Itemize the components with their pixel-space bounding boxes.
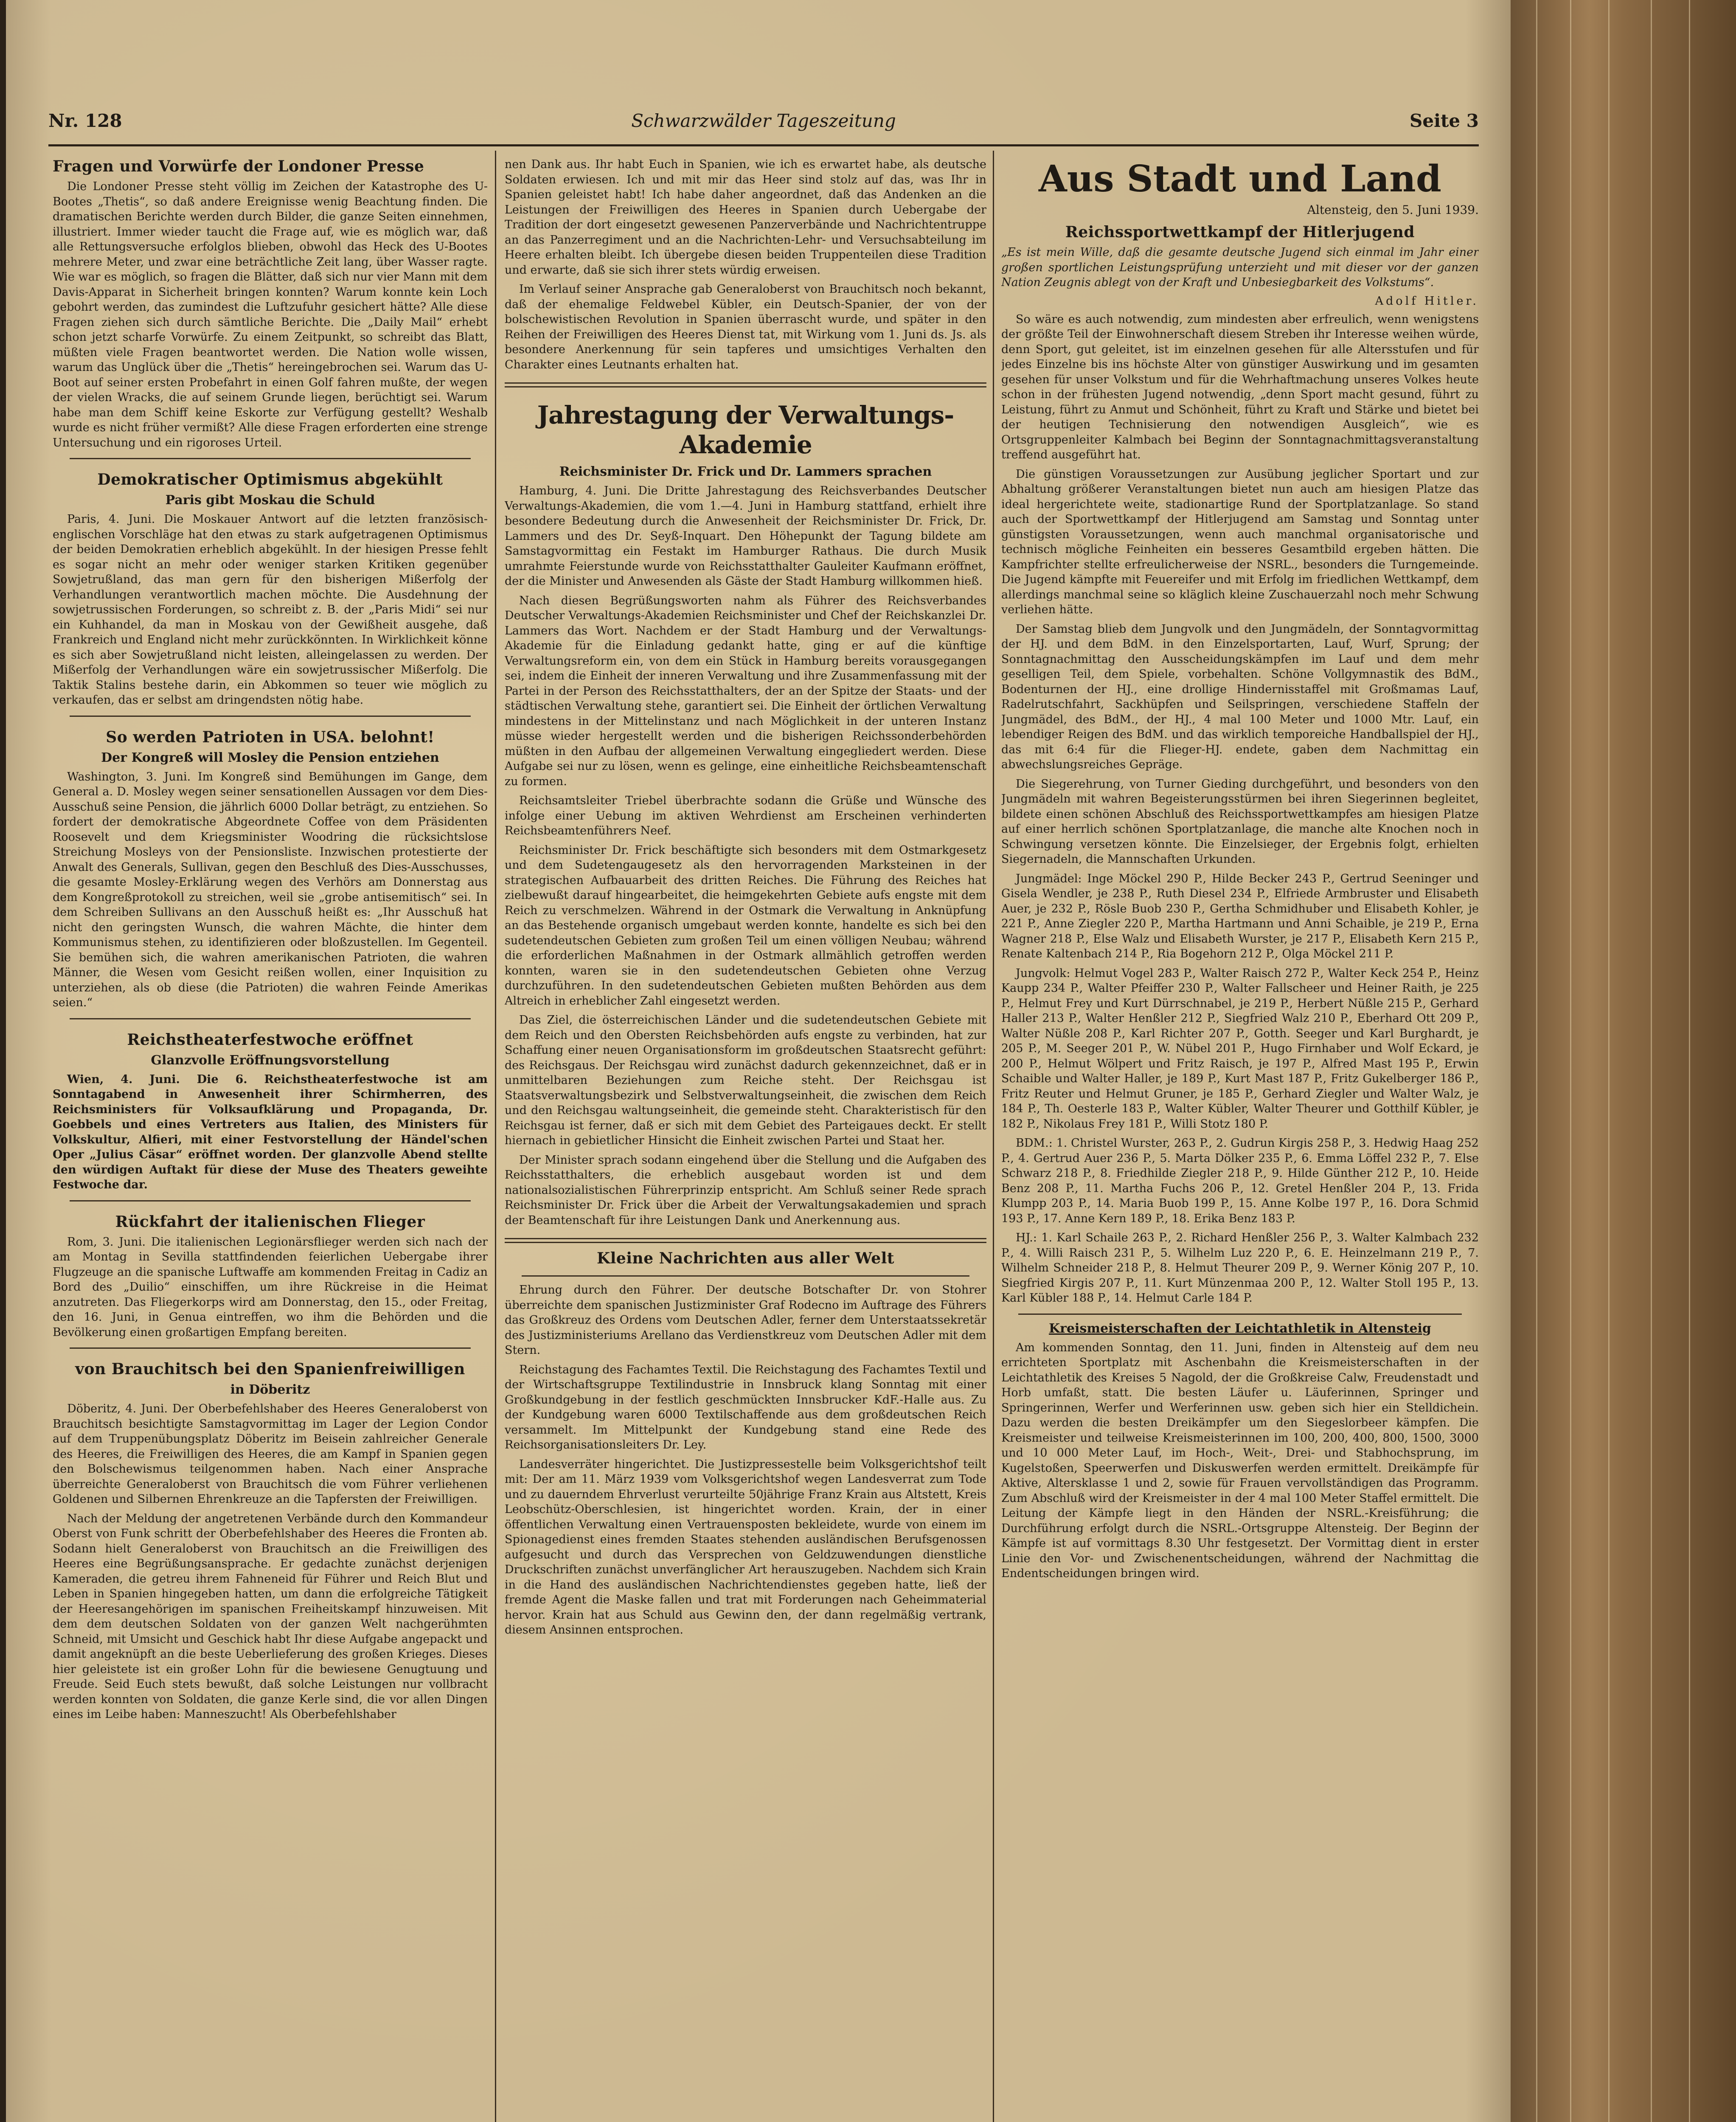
column-divider-1 <box>495 151 496 2122</box>
column-1 <box>53 157 488 2122</box>
book-binding-edge <box>1511 0 1736 2122</box>
column-divider-2 <box>993 151 994 2122</box>
section-title-local: Aus Stadt und Land <box>1039 157 1441 200</box>
article-text-academy: Hamburg, 4. Juni. Die Dritte Jahrestagung des Reichsverbandes Deutscher Verwaltungs-Akademien, die vom 1.—4. Juni in Hamburg stattfand, erhielt ihre besondere Bedeutung durch die Anwesenheit der Reichsminister Dr. Frick, Dr. Lammers und des Dr. Seyß-Inquart. Den Höhepunkt der Tagung bildete am Samstagvormittag ein Festakt im Hamburger Rathaus. Die durch Musik umrahmte Feierstunde wurde von Reichsstatthalter Gauleiter Kaufmann eröffnet, der die Minister und Anwesenden als Gäste der Stadt Hamburg willkommen hieß. <box>505 484 986 588</box>
page-edge-line <box>1570 0 1571 2122</box>
page-edge-line <box>1536 0 1537 2122</box>
header-rule <box>48 144 1479 146</box>
article-title-patriots: So werden Patrioten in USA. belohnt! <box>106 728 435 746</box>
article-text-academy-5: Das Ziel, die österreichischen Länder und die sudetendeutschen Gebiete mit dem Reich und den Obersten Reichsbehörden aufs engste zu verbinden, hat zur Schaffung einer neuen Organisationsform im großdeutschen Staatsrecht geführt: des Reichsgaus. Der Reichsgau wird zunächst dadurch gekennzeichnet, daß er in unmittelbaren Beziehungen zum Reiche steht. Der Reichsgau ist Staatsverwaltungsbezirk und Selbstverwaltungseinheit, die zwischen dem Reich und den Reichsgau waltungseinheit, die gemeinde steht. Charakteristisch für den Reichsgau ist ferner, daß er sich mit dem Gebiet des Parteigaues deckt. Er stellt hiernach in gebietlicher Hinsicht die Einheit zwischen Partei und Staat her. <box>505 1013 986 1147</box>
article-title-flyers: Rückfahrt der italienischen Flieger <box>115 1213 425 1231</box>
separator <box>70 1347 471 1349</box>
separator <box>70 458 471 459</box>
column-3 <box>1001 157 1479 2122</box>
quote-signature: Adolf Hitler. <box>1375 294 1479 308</box>
article-title-sport: Reichssportwettkampf der Hitlerjugend <box>1065 223 1415 241</box>
separator <box>1018 1314 1462 1315</box>
page-edge-line <box>1689 0 1690 2122</box>
issue-number: Nr. 128 <box>48 110 122 131</box>
newspaper-name: Schwarzwälder Tageszeitung <box>631 110 896 131</box>
article-title-theater: Reichstheaterfestwoche eröffnet <box>127 1030 413 1049</box>
separator <box>70 1018 471 1019</box>
news-item-textile: Reichstagung des Fachamtes Textil. Die Reichstagung des Fachamtes Textil und der Wirtschaftsgruppe Textilindustrie in Innsbruck klang Sonntag mit einer Großkundgebung in der festlich geschmückten Innsbrucker KdF.-Halle aus. Zu der Kundgebung waren 6000 Textilschaffende aus dem großdeutschen Reich versammelt. Im Mittelpunkt der Kundgebung stand eine Rede des Reichsorganisationsleiters Dr. Ley. <box>505 1363 986 1451</box>
article-text-flyers: Rom, 3. Juni. Die italienischen Legionärsflieger werden sich nach der am Montag in Sevilla stattfindenden feierlichen Uebergabe ihrer Flugzeuge an die spanische Luftwaffe am kommenden Freitag in Cadiz an Bord des „Duilio“ einschiffen, um ihre Rückreise in die Heimat anzutreten. Das Fliegerkorps wird am Donnerstag, den 15., oder Freitag, den 16. Juni, in Genua eintreffen, wo ihm die Behörden und die Bevölkerung einen großartigen Empfang bereiten. <box>53 1235 488 1339</box>
article-text-sport-4: Die Siegerehrung, von Turner Gieding durchgeführt, und besonders von den Jungmädeln mit wahren Begeisterungsstürmen bei ihren Siegerinnen begleitet, bildete einen schönen Abschluß des Reichssportwettkampfes am hiesigen Platze auf einer herrlich schönen Sportplatzanlage, die manche alte Knochen noch in Schwingung versetzen könnte. Die Einzelsieger, der Ergebnis folgt, erhielten Siegernadeln, die Mannschaften Urkunden. <box>1001 777 1479 866</box>
news-item-traitor: Landesverräter hingerichtet. Die Justizpressestelle beim Volksgerichtshof teilt mit: Der am 11. März 1939 vom Volksgerichtshof wegen Landesverrat zum Tode und zu dauerndem Ehrverlust verurteilte 50jährige Franz Krain aus Altstett, Kreis Leobschütz-Oberschlesien, ist hingerichtet worden. Krain, der in einer öffentlichen Verwaltung einen Vertrauensposten bekleidete, wurde von einem im Spionagedienst eines fremden Staates stehenden ausländischen Berufsgenossen aufgesucht und durch das Versprechen von Geldzuwendungen dienstliche Druckschriften zunächst unverfänglicher Art herauszugeben. Nachdem sich Krain in die Hand des ausländischen Nachrichtendienstes gegeben hatte, ließ der fremde Agent die Maske fallen und trat mit Forderungen nach Geheimmaterial hervor. Krain hat aus Schuld aus Gewinn den, der dann regelmäßig vertrank, diesem Ansinnen entsprochen. <box>505 1457 986 1636</box>
article-text-academy-6: Der Minister sprach sodann eingehend über die Stellung und die Aufgaben des Reichsstatthalters, die erheblich ausgebaut worden ist und dem nationalsozialistischen Führerprinzip entspricht. Am Schluß seiner Rede sprach Reichsminister Dr. Frick über die Arbeit der Verwaltungsakademien und sprach der Beamtenschaft für ihre Leistungen Dank und Anerkennung aus. <box>505 1153 986 1227</box>
article-subtitle-optimism: Paris gibt Moskau die Schuld <box>165 493 375 508</box>
article-title-london-press: Fragen und Vorwürfe der Londoner Presse <box>53 157 424 175</box>
page-header <box>48 106 1479 136</box>
article-text-london-press: Die Londoner Presse steht völlig im Zeichen der Katastrophe des U-Bootes „Thetis“, so daß andere Ereignisse wenig Beachtung finden. Die dramatischen Berichte werden durch Bilder, die ganze Seiten einnehmen, illustriert. Immer wieder taucht die Frage auf, wie es möglich war, daß alle Rettungsversuche erfolglos blieben, obwohl das Heck des U-Bootes mehrere Meter, und zwar eine beträchtliche Zeit lang, über Wasser ragte. Wie war es möglich, so fragen die Blätter, daß sich nur vier Mann mit dem Davis-Apparat in Sicherheit bringen konnten? Warum konnte kein Loch gebohrt werden, das zumindest die Luftzufuhr gesichert hätte? Alle diese Fragen ziehen sich durch sämtliche Berichte. Die „Daily Mail“ erhebt schon jetzt scharfe Vorwürfe. Zu einem Zeitpunkt, so schreibt das Blatt, müßten viele Fragen beantwortet werden. Die Nation wolle wissen, warum das Unglück über die „Thetis“ hereingebrochen sei. Warum das U-Boot auf seiner ersten Probefahrt in einen Golf fahren mußte, der wegen der vielen Wracks, die auf seinem Grunde liegen, berüchtigt sei. Warum habe man dem Schiff keine Eskorte zur Verfügung gestellt? Weshalb wurde es nicht früher vermißt? Alle diese Fragen erforderten eine strenge Untersuchung und ein rigoroses Urteil. <box>53 180 488 449</box>
article-text-sport-3: Der Samstag blieb dem Jungvolk und den Jungmädeln, der Sonntagvormittag der HJ. und dem BdM. in den Einzelsportarten, Lauf, Wurf, Sprung; der Sonntagnachmittag den Ausscheidungskämpfen im Lauf und dem mehr geselligen Teil, dem Spiele, vorbehalten. Schöne Vollgymnastik des BdM., Bodenturnen der HJ., eine drollige Hindernisstaffel mit Großmamas Lauf, Radelrutschfahrt, Sackhüpfen und Seilspringen, verschiedene Staffeln der Jungmädel, des BdM., der HJ., 4 mal 100 Meter und 1000 Mtr. Lauf, ein lebendiger Reigen des BdM. und das wirklich temporeiche Handballspiel der HJ., das mit 6:4 für die Flieger-HJ. endete, gaben dem Nachmittag ein abwechslungsreiches Gepräge. <box>1001 622 1479 771</box>
article-text-patriots: Washington, 3. Juni. Im Kongreß sind Bemühungen im Gange, dem General a. D. Mosley wegen seiner sensationellen Aussagen vor dem Dies-Ausschuß seine Pension, die jährlich 6000 Dollar beträgt, zu entziehen. So fordert der demokratische Abgeordnete Coffee von dem Präsidenten Roosevelt und dem Kriegsminister Woodring die rücksichtslose Streichung Mosleys von der Pensionsliste. Inzwischen protestierte der Anwalt des Generals, Sullivan, gegen den Beschluß des Dies-Ausschusses, die gesamte Mosley-Erklärung wegen des Verhörs am Donnerstag aus dem Kongreßprotokoll zu streichen, weil sie „grobe antisemitisch“ sei. In dem Schreiben Sullivans an den Ausschuß heißt es: „Ihr Ausschuß hat nicht den geringsten Wunsch, die wahren Mächte, die hinter dem Kommunismus stehen, zu identifizieren oder bloßzustellen. Im Gegenteil. Sie bemühen sich, die wahren amerikanischen Patrioten, die wahren Männer, die Wesen vom Gesicht reißen wollen, einer Inquisition zu unterziehen, als ob diese (die Patrioten) die wahren Feinde Amerikas seien.“ <box>53 770 488 1009</box>
article-text-optimism: Paris, 4. Juni. Die Moskauer Antwort auf die letzten französisch-englischen Vorschläge hat den etwas zu stark aufgetragenen Optimismus der beiden Demokratien erheblich abgekühlt. In der hiesigen Presse fehlt es sogar nicht an mehr oder weniger starken Kritiken gegenüber Sowjetrußland, das man gern für den bisherigen Mißerfolg der Verhandlungen verantwortlich machen möchte. Die Ausdehnung der sowjetrussischen Forderungen, so schreibt z. B. der „Paris Midi“ sei nur ein Kuhhandel, da man in Moskau von der Gewißheit ausgehe, daß Frankreich und England nicht mehr zurückkönnten. In Wirklichkeit könne es sich aber Sowjetrußland nicht leisten, alleingelassen zu werden. Der Mißerfolg der Verhandlungen wäre ein sowjetrussischer Mißerfolg. Die Taktik Stalins bestehe darin, ein Abkommen so teuer wie möglich zu verkaufen, das er selbst am dringendsten nötig habe. <box>53 513 488 707</box>
double-separator <box>505 382 986 387</box>
separator <box>70 1200 471 1201</box>
article-text-academy-3: Reichsamtsleiter Triebel überbrachte sodann die Grüße und Wünsche des infolge einer Uebung im aktiven Wehrdienst am Erscheinen verhinderten Reichsbeamtenführers Neef. <box>505 794 986 837</box>
article-subtitle-patriots: Der Kongreß will Mosley die Pension entziehen <box>101 750 439 765</box>
double-separator <box>505 1238 986 1243</box>
column-2 <box>505 157 986 2122</box>
article-text-brauchitsch: Döberitz, 4. Juni. Der Oberbefehlshaber des Heeres Generaloberst von Brauchitsch besichtigte Samstagvormittag im Lager der Legion Condor auf dem Truppenübungsplatz Döberitz im Beisein zahlreicher Generale des Heeres, die Freiwilligen des Heeres, die am Kampf in Spanien gegen den Bolschewismus teilgenommen haben. Nach einer Ansprache überreichte Generaloberst von Brauchitsch die vom Führer verliehenen Goldenen und Silbernen Ehrenkreuze an die Tapfersten der Freiwilligen. <box>53 1402 488 1506</box>
page-number: Seite 3 <box>1410 110 1479 131</box>
dateline: Altensteig, den 5. Juni 1939. <box>1307 203 1479 217</box>
article-subtitle-theater: Glanzvolle Eröffnungsvorstellung <box>151 1053 390 1068</box>
hitler-quote: „Es ist mein Wille, daß die gesamte deutsche Jugend sich einmal im Jahr einer großen sportlichen Leistungsprüfung unterzieht und mit dieser vor der ganzen Nation Zeugnis ablegt von der Kraft und Unbesiegbarkeit des Volkstums“. <box>1001 246 1479 289</box>
results-jungvolk: Jungvolk: Helmut Vogel 283 P., Walter Raisch 272 P., Walter Keck 254 P., Heinz Kaupp 234 P., Walter Pfeiffer 230 P., Walter Fallscheer und Heiner Raith, je 225 P., Helmut Frey und Kurt Dürrschnabel, je 219 P., Herbert Nüßle 215 P., Gerhard Haller 213 P., Walter Henßler 212 P., Siegfried Walz 210 P., Eberhard Ott 209 P., Walter Nüßle 208 P., Karl Richter 207 P., Gotth. Seeger und Karl Burghardt, je 205 P., M. Seeger 201 P., W. Nübel 201 P., Hugo Firnhaber und Wolf Eckard, je 200 P., Helmut Wölpert und Fritz Raisch, je 197 P., Alfred Mast 195 P., Erwin Schaible und Walter Haller, je 189 P., Kurt Mast 187 P., Fritz Gukelberger 186 P., Fritz Reuter und Helmut Gruner, je 185 P., Gerhard Ziegler und Walter Walz, je 184 P., Th. Oesterle 183 P., Walter Kübler, Walter Theurer und Gotthilf Kübler, je 182 P., Nikolaus Frey 181 P., Willi Stotz 180 P. <box>1001 966 1479 1131</box>
separator <box>522 1275 969 1277</box>
article-title-brauchitsch: von Brauchitsch bei den Spanienfreiwilligen <box>75 1360 465 1378</box>
article-title-optimism: Demokratischer Optimismus abgekühlt <box>97 471 443 488</box>
article-text-academy-4: Reichsminister Dr. Frick beschäftigte sich besonders mit dem Ostmarkgesetz und dem Sudetengaugesetz als den hervorragenden Marksteinen in der strategischen Aufbauarbeit des dritten Reiches. Die Führung des Reiches hat zielbewußt darauf hingearbeitet, die heimgekehrten Gebiete aufs engste mit dem Reich zu verschmelzen. Während in der Ostmark die Verwaltung in Anknüpfung an das Bestehende organisch umgebaut werden konnte, handelte es sich bei den sudetendeutschen Gebieten zum großen Teil um einen völligen Neubau; während die erforderlichen Maßnahmen in der Ostmark allmählich getroffen werden konnten, waren sie in den sudetendeutschen Gebieten ohne Verzug durchzuführen. In den sudetendeutschen Gebieten mußten Behörden aus dem Altreich in erheblicher Zahl eingesetzt werden. <box>505 843 986 1008</box>
article-continuation: nen Dank aus. Ihr habt Euch in Spanien, wie ich es erwartet habe, als deutsche Soldaten erwiesen. Ich und mit mir das Heer sind stolz auf das, was Ihr in Spanien geleistet habt! Ich habe daher angeordnet, daß das Andenken an die Leistungen der Freiwilligen des Heeres in Spanien durch Uebergabe der Tradition der dort eingesetzt gewesenen Panzerverbände und Nachrichtentruppe an das Panzerregiment und an die Nachrichten-Lehr- und Versuchsabteilung im Heere erhalten bleibt. Ich übergebe diesen beiden Truppenteilen diese Tradition und erwarte, daß sie sich ihrer stets würdig erweisen. <box>505 158 986 277</box>
results-hj: HJ.: 1. Karl Schaile 263 P., 2. Richard Henßler 256 P., 3. Walter Kalmbach 232 P., 4. Willi Raisch 231 P., 5. Wilhelm Luz 220 P., 6. E. Heinzelmann 219 P., 7. Wilhelm Schneider 218 P., 8. Helmut Theurer 209 P., 9. Werner König 207 P., 10. Siegfried Kirgis 207 P., 11. Kurt Münzenmaa 200 P., 12. Walter Stoll 195 P., 13. Karl Kübler 188 P., 14. Helmut Carle 184 P. <box>1001 1231 1479 1305</box>
article-title-news: Kleine Nachrichten aus aller Welt <box>596 1249 895 1267</box>
article-subtitle-academy: Reichsminister Dr. Frick und Dr. Lammers sprachen <box>559 464 932 479</box>
newspaper-page <box>6 0 1511 2122</box>
article-text-theater: Wien, 4. Juni. Die 6. Reichstheaterfestwoche ist am Sonntagabend in Anwesenheit ihrer Schirmherren, des Reichsministers für Volksaufklärung und Propaganda, Dr. Goebbels und eines Vertreters aus Italien, des Ministers für Volkskultur, Alfieri, mit einer Festvorstellung der Händel'schen Oper „Julius Cäsar“ eröffnet worden. Der glanzvolle Abend stellte den würdigen Auftakt für diese der Muse des Theaters geweihte Festwoche dar. <box>53 1072 488 1191</box>
article-text-athletics: Am kommenden Sonntag, den 11. Juni, finden in Altensteig auf dem neu errichteten Sportplatz mit Aschenbahn die Kreismeisterschaften in der Leichtathletik des Kreises 5 Nagold, der die Großkreise Calw, Freudenstadt und Horb umfaßt, statt. Die besten Läufer u. Läuferinnen, Springer und Springerinnen, Werfer und Werferinnen usw. geben sich hier ein Stelldichein. Dazu werden die besten Dreikämpfer um den Siegeslorbeer kämpfen. Die Kreismeister und teilweise Kreismeisterinnen im 100, 200, 400, 800, 1500, 3000 und 10 000 Meter Lauf, im Hoch-, Weit-, Drei- und Stabhochsprung, im Kugelstoßen, Speerwerfen und Diskuswerfen werden ermittelt. Dreikämpfe für Aktive, Altersklasse 1 und 2, sowie für Frauen vervollständigen das Programm. Zum Abschluß wird der Kreismeister in der 4 mal 100 Meter Staffel ermittelt. Die Leitung der Kämpfe liegt in den Händen der NSRL.-Kreisführung; die Durchführung erfolgt durch die NSRL.-Ortsgruppe Altensteig. Der Beginn der Kämpfe ist auf vormittags 8.30 Uhr festgesetzt. Der Vormittag dient in erster Linie den Vor- und Zwischenentscheidungen, während der Nachmittag die Endentscheidungen bringen wird. <box>1001 1341 1479 1580</box>
article-text-academy-2: Nach diesen Begrüßungsworten nahm als Führer des Reichsverbandes Deutscher Verwaltungs-Akademien Reichsminister und Chef der Reichskanzlei Dr. Lammers das Wort. Nachdem er der Stadt Hamburg und der Verwaltungs-Akademie für die Einladung gedankt hatte, ging er auf die künftige Verwaltungsreform ein, von dem ein Stück in Hamburg bereits vorausgegangen sei, indem die Einheit der inneren Verwaltung und ihre Zusammenfassung mit der Partei in der Person des Reichsstatthalters, der an der Spitze der Staats- und der städtischen Verwaltung stehe, garantiert sei. Die Einheit der örtlichen Verwaltung mindestens in der Mittelinstanz und nach Möglichkeit in der unteren Instanz müsse wieder hergestellt werden und die bisherigen Reichssonderbehörden müßten in den Aufbau der allgemeinen Verwaltung eingegliedert werden. Diese Aufgabe sei nur zu lösen, wenn es gelinge, eine einheitliche Reichsbeamtenschaft zu formen. <box>505 594 986 788</box>
article-continuation-2: Im Verlauf seiner Ansprache gab Generaloberst von Brauchitsch noch bekannt, daß der ehemalige Feldwebel Kübler, ein Deutsch-Spanier, der von der bolschewistischen Revolution in Spanien überrascht wurde, und später in den Reihen der Freiwilligen des Heeres Dienst tat, mit Wirkung vom 1. Juni ds. Js. als besondere Anerkennung für sein tapferes und umsichtiges Verhalten den Charakter eines Leutnants erhalten hat. <box>505 283 986 371</box>
article-text-sport-2: Die günstigen Voraussetzungen zur Ausübung jeglicher Sportart und zur Abhaltung größerer Veranstaltungen bietet nun auch am hiesigen Platze das ideal hergerichtete weite, stadionartige Rund der Sportplatzanlage. So stand auch der Sportwettkampf der Hitlerjugend am Samstag und Sonntag unter günstigsten Voraussetzungen, wenn auch manchmal organisatorische und technisch mögliche Feinheiten ein besseres Gesamtbild ergeben hätten. Die Kampfrichter stellte erfreulicherweise der NSRL., besonders die Turngemeinde. Die Jugend kämpfte mit Feuereifer und mit Erfolg im friedlichen Wettkampf, dem allerdings manchmal seine so kläglich kleine Zuschauerzahl noch mehr Schwung verliehen hätte. <box>1001 467 1479 616</box>
results-jungmaedel: Jungmädel: Inge Möckel 290 P., Hilde Becker 243 P., Gertrud Seeninger und Gisela Wendler, je 238 P., Ruth Diesel 234 P., Elfriede Armbruster und Elisabeth Auer, je 232 P., Rösle Buob 230 P., Gertha Schmidhuber und Elisabeth Kohler, je 221 P., Anne Ziegler 220 P., Martha Hartmann und Anni Schaible, je 219 P., Erna Wagner 218 P., Else Walz und Elisabeth Wurster, je 217 P., Elisabeth Kern 215 P., Renate Kaltenbach 214 P., Ria Bogehorn 212 P., Olga Möckel 211 P. <box>1001 872 1479 960</box>
separator <box>70 716 471 717</box>
article-text-brauchitsch-2: Nach der Meldung der angetretenen Verbände durch den Kommandeur Oberst von Funk schritt der Oberbefehlshaber des Heeres die Fronten ab. Sodann hielt Generaloberst von Brauchitsch an die Freiwilligen des Heeres eine Begrüßungsansprache. Er gedachte zunächst derjenigen Kameraden, die getreu ihrem Fahneneid für Führer und Reich Blut und Leben in Spanien hingegeben hatten, um dann die erfolgreiche Tätigkeit der Heeresangehörigen im spanischen Freiheitskampf hinzuweisen. Mit dem dem deutschen Soldaten von der ganzen Welt nachgerühmten Schneid, mit Umsicht und Geschick habt Ihr diese Aufgabe angepackt und damit angeknüpft an die beste Ueberlieferung des großen Krieges. Dieses hier geleistete ist ein großer Lohn für die bewiesene Genugtuung und Freude. Seid Euch stets bewußt, daß solche Leistungen nur vollbracht werden konnten von Soldaten, die ganze Kerle sind, die vor allen Dingen eines im Leibe haben: Manneszucht! Als Oberbefehlshaber <box>53 1512 488 1721</box>
page-edge-line <box>1651 0 1652 2122</box>
article-subtitle-brauchitsch: in Döberitz <box>230 1382 310 1397</box>
article-title-athletics: Kreismeisterschaften der Leichtathletik in Altensteig <box>1049 1321 1431 1336</box>
results-bdm: BDM.: 1. Christel Wurster, 263 P., 2. Gudrun Kirgis 258 P., 3. Hedwig Haag 252 P., 4. Gertrud Auer 236 P., 5. Marta Dölker 235 P., 6. Emma Löffel 232 P., 7. Else Schwarz 218 P., 8. Friedhilde Ziegler 218 P., 9. Hilde Günther 212 P., 10. Heide Benz 208 P., 11. Martha Fuchs 206 P., 12. Gretel Henßler 204 P., 13. Frida Klumpp 203 P., 14. Maria Buob 199 P., 15. Anne Kolbe 197 P., 16. Dora Schmid 193 P., 17. Anne Kern 189 P., 18. Erika Benz 183 P. <box>1001 1137 1479 1225</box>
article-title-academy: Jahrestagung der Verwaltungs-Akademie <box>537 401 954 459</box>
page-edge-line <box>1608 0 1610 2122</box>
article-text-sport: So wäre es auch notwendig, zum mindesten aber erfreulich, wenn wenigstens der größte Teil der Einwohnerschaft diesem Streben ihr Interesse weihen würde, denn Sport, gut geleitet, ist im einzelnen gesehen für alle Altersstufen und für jedes Einzelne bis ins höchste Alter von günstiger Auswirkung und im gesamten gesehen für unser Volkstum und für die Wehrhaftmachung unseres Volkes heute schon in der frühesten Jugend notwendig, „denn Sport macht gesund, führt zu Leistung, führt zu Anmut und Schönheit, führt zu Kraft und Stärke und bietet bei der heutigen Technisierung den notwendigen Ausgleich“, wie es Ortsgruppenleiter Kalmbach bei Beginn der Sonntagnachmittagsveranstaltung treffend ausgeführt hat. <box>1001 312 1479 461</box>
news-item-honor: Ehrung durch den Führer. Der deutsche Botschafter Dr. von Stohrer überreichte dem spanischen Justizminister Graf Rodecno im Auftrage des Führers das Großkreuz des Ordens vom Deutschen Adler, ferner dem Unterstaatssekretär des Justizministeriums Arellano das Verdienstkreuz vom Deutschen Adler mit dem Stern. <box>505 1283 986 1357</box>
